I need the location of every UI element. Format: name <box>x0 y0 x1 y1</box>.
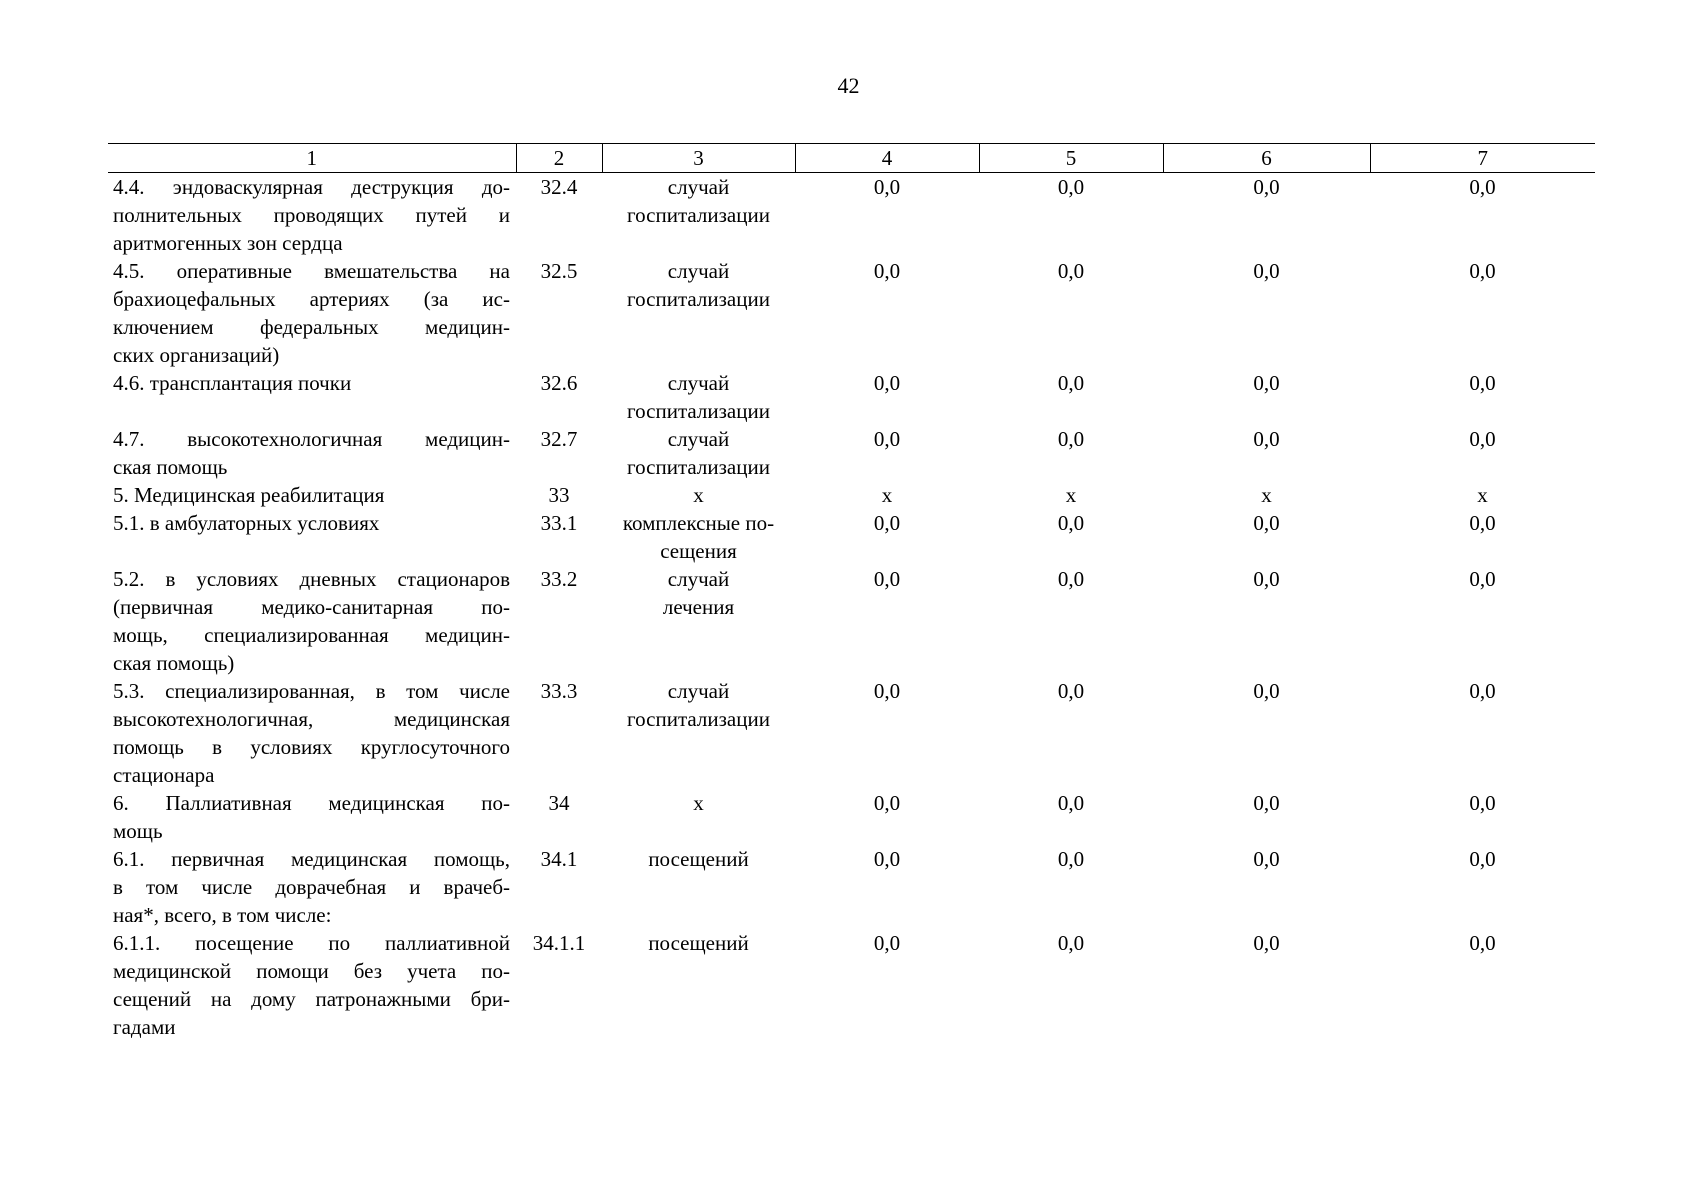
row-name-line: 4.6. трансплантация почки <box>113 371 352 395</box>
row-unit-line: посещений <box>648 847 749 871</box>
row-unit-line: госпитализации <box>627 455 770 479</box>
row-value-col-4: 0,0 <box>873 259 901 283</box>
row-value-col-6: 0,0 <box>1253 371 1280 395</box>
row-value-col-6: 0,0 <box>1253 567 1280 591</box>
row-code-cell: 33.2 <box>540 567 578 591</box>
row-name-line: 4.7. высокотехнологичная медицин- <box>113 427 510 451</box>
row-value-col-5: 0,0 <box>1057 931 1085 955</box>
row-value-col-4: 0,0 <box>873 679 901 703</box>
row-value-col-7: 0,0 <box>1469 259 1496 283</box>
row-value-col-5: 0,0 <box>1057 847 1085 871</box>
row-value-col-5: 0,0 <box>1057 371 1085 395</box>
row-value-col-7: 0,0 <box>1469 567 1496 591</box>
row-name-cell <box>108 677 516 789</box>
row-unit-line: случай <box>667 175 730 199</box>
row-name-cell <box>108 789 516 845</box>
table-row <box>108 565 1595 677</box>
row-name-line: 6.1.1. посещение по паллиативной <box>113 931 510 955</box>
row-name-line: медицинской помощи без учета по- <box>113 959 510 983</box>
row-unit-cell <box>602 789 795 845</box>
row-unit-cell <box>602 369 795 425</box>
row-code-cell: 32.5 <box>540 259 578 283</box>
row-value-col-5: 0,0 <box>1057 427 1085 451</box>
row-unit-line: посещений <box>648 931 749 955</box>
row-unit-line: х <box>693 483 704 507</box>
row-name-cell <box>108 929 516 1041</box>
row-value-col-6: 0,0 <box>1253 791 1280 815</box>
row-name-line: аритмогенных зон сердца <box>113 231 343 255</box>
row-name-line: 6.1. первичная медицинская помощь, <box>113 847 510 871</box>
row-name-line: мощь, специализированная медицин- <box>113 623 510 647</box>
row-unit-line: лечения <box>662 595 735 619</box>
row-name-cell <box>108 425 516 481</box>
header-cell-7: 7 <box>1370 144 1595 173</box>
row-unit-line: госпитализации <box>627 707 770 731</box>
row-value-col-5: 0,0 <box>1057 259 1085 283</box>
row-value-col-6: 0,0 <box>1253 175 1280 199</box>
row-code-cell: 34.1.1 <box>532 931 586 955</box>
row-name-line: ная*, всего, в том числе: <box>113 903 332 927</box>
row-value-col-4: 0,0 <box>873 847 901 871</box>
row-name-line: 5.2. в условиях дневных стационаров <box>113 567 510 591</box>
row-name-line: гадами <box>113 1015 176 1039</box>
row-name-line: ских организаций) <box>113 343 280 367</box>
row-value-col-7: 0,0 <box>1469 427 1496 451</box>
table-row <box>108 929 1595 1041</box>
row-unit-line: госпитализации <box>627 399 770 423</box>
row-code-cell: 32.6 <box>540 371 578 395</box>
row-unit-cell <box>602 173 795 258</box>
header-row <box>108 144 1595 173</box>
table-row <box>108 369 1595 425</box>
row-unit-line: госпитализации <box>627 287 770 311</box>
row-name-line: мощь <box>113 819 163 843</box>
row-value-col-6: 0,0 <box>1253 679 1280 703</box>
table-row <box>108 481 1595 509</box>
row-unit-line: сещения <box>660 539 737 563</box>
row-value-col-4: 0,0 <box>873 791 901 815</box>
row-name-line: 5.3. специализированная, в том числе <box>113 679 510 703</box>
row-value-col-4: 0,0 <box>873 511 901 535</box>
table-row <box>108 509 1595 565</box>
row-value-col-4: 0,0 <box>873 931 901 955</box>
row-code-cell: 33 <box>548 483 570 507</box>
row-value-col-4: 0,0 <box>873 175 901 199</box>
row-value-col-6: 0,0 <box>1253 427 1280 451</box>
row-name-line: высокотехнологичная, медицинская <box>113 707 510 731</box>
row-unit-cell <box>602 677 795 789</box>
row-unit-line: случай <box>667 371 730 395</box>
row-unit-cell <box>602 257 795 369</box>
row-value-col-4: 0,0 <box>873 371 901 395</box>
row-unit-line: случай <box>667 427 730 451</box>
row-name-cell <box>108 257 516 369</box>
row-value-col-5: 0,0 <box>1057 175 1085 199</box>
row-unit-cell <box>602 425 795 481</box>
row-code-cell: 32.4 <box>540 175 578 199</box>
row-unit-line: комплексные по- <box>622 511 775 535</box>
row-value-col-7: 0,0 <box>1469 847 1496 871</box>
row-value-col-5: 0,0 <box>1057 679 1085 703</box>
table-row <box>108 173 1595 258</box>
row-value-col-4: 0,0 <box>873 427 901 451</box>
row-name-line: помощь в условиях круглосуточного <box>113 735 510 759</box>
table-row <box>108 257 1595 369</box>
row-unit-line: случай <box>667 259 730 283</box>
header-cell-3: 3 <box>602 144 795 173</box>
row-unit-line: госпитализации <box>627 203 770 227</box>
row-value-col-7: х <box>1477 483 1488 507</box>
row-unit-cell <box>602 929 795 1041</box>
row-name-cell <box>108 173 516 258</box>
table-header <box>108 144 1595 173</box>
header-cell-5: 5 <box>979 144 1163 173</box>
row-unit-cell <box>602 509 795 565</box>
row-name-line: ключением федеральных медицин- <box>113 315 510 339</box>
row-name-line: сещений на дому патронажными бри- <box>113 987 510 1011</box>
header-cell-1: 1 <box>108 144 516 173</box>
row-name-cell <box>108 565 516 677</box>
row-unit-line: х <box>693 791 704 815</box>
row-name-line: 4.4. эндоваскулярная деструкция до- <box>113 175 510 199</box>
row-unit-cell <box>602 565 795 677</box>
row-code-cell: 33.1 <box>540 511 578 535</box>
table-row <box>108 789 1595 845</box>
row-name-line: полнительных проводящих путей и <box>113 203 510 227</box>
row-value-col-7: 0,0 <box>1469 371 1496 395</box>
page-number: 42 <box>837 73 860 98</box>
row-name-line: в том числе доврачебная и врачеб- <box>113 875 510 899</box>
header-cell-4: 4 <box>795 144 979 173</box>
row-name-cell <box>108 481 516 509</box>
row-name-cell <box>108 845 516 929</box>
row-value-col-5: 0,0 <box>1057 511 1085 535</box>
row-name-line: ская помощь <box>113 455 228 479</box>
row-code-cell: 32.7 <box>540 427 578 451</box>
row-name-line: брахиоцефальных артериях (за ис- <box>113 287 510 311</box>
row-value-col-5: 0,0 <box>1057 791 1085 815</box>
row-name-line: 4.5. оперативные вмешательства на <box>113 259 510 283</box>
row-value-col-5: х <box>1065 483 1077 507</box>
row-name-line: 5.1. в амбулаторных условиях <box>113 511 380 535</box>
row-value-col-7: 0,0 <box>1469 511 1496 535</box>
row-value-col-4: х <box>881 483 893 507</box>
row-unit-line: случай <box>667 567 730 591</box>
row-code-cell: 34.1 <box>540 847 578 871</box>
table-row <box>108 425 1595 481</box>
row-value-col-4: 0,0 <box>873 567 901 591</box>
row-value-col-6: 0,0 <box>1253 847 1280 871</box>
row-value-col-7: 0,0 <box>1469 931 1496 955</box>
table-row <box>108 845 1595 929</box>
row-value-col-7: 0,0 <box>1469 175 1496 199</box>
table-row <box>108 677 1595 789</box>
row-value-col-6: х <box>1261 483 1272 507</box>
row-value-col-5: 0,0 <box>1057 567 1085 591</box>
row-name-cell <box>108 509 516 565</box>
data-table <box>108 143 1595 1041</box>
row-name-line: (первичная медико-санитарная по- <box>113 595 510 619</box>
row-value-col-6: 0,0 <box>1253 259 1280 283</box>
row-name-cell <box>108 369 516 425</box>
row-value-col-6: 0,0 <box>1253 931 1280 955</box>
row-name-line: стационара <box>113 763 215 787</box>
row-value-col-6: 0,0 <box>1253 511 1280 535</box>
row-unit-cell <box>602 481 795 509</box>
header-cell-2: 2 <box>516 144 602 173</box>
row-value-col-7: 0,0 <box>1469 679 1496 703</box>
row-name-line: ская помощь) <box>113 651 235 675</box>
row-unit-line: случай <box>667 679 730 703</box>
header-cell-6: 6 <box>1163 144 1370 173</box>
row-name-line: 6. Паллиативная медицинская по- <box>113 791 510 815</box>
row-unit-cell <box>602 845 795 929</box>
table-body <box>108 173 1595 1042</box>
row-value-col-7: 0,0 <box>1469 791 1496 815</box>
row-code-cell: 34 <box>548 791 570 815</box>
row-code-cell: 33.3 <box>540 679 578 703</box>
row-name-line: 5. Медицинская реабилитация <box>113 483 385 507</box>
